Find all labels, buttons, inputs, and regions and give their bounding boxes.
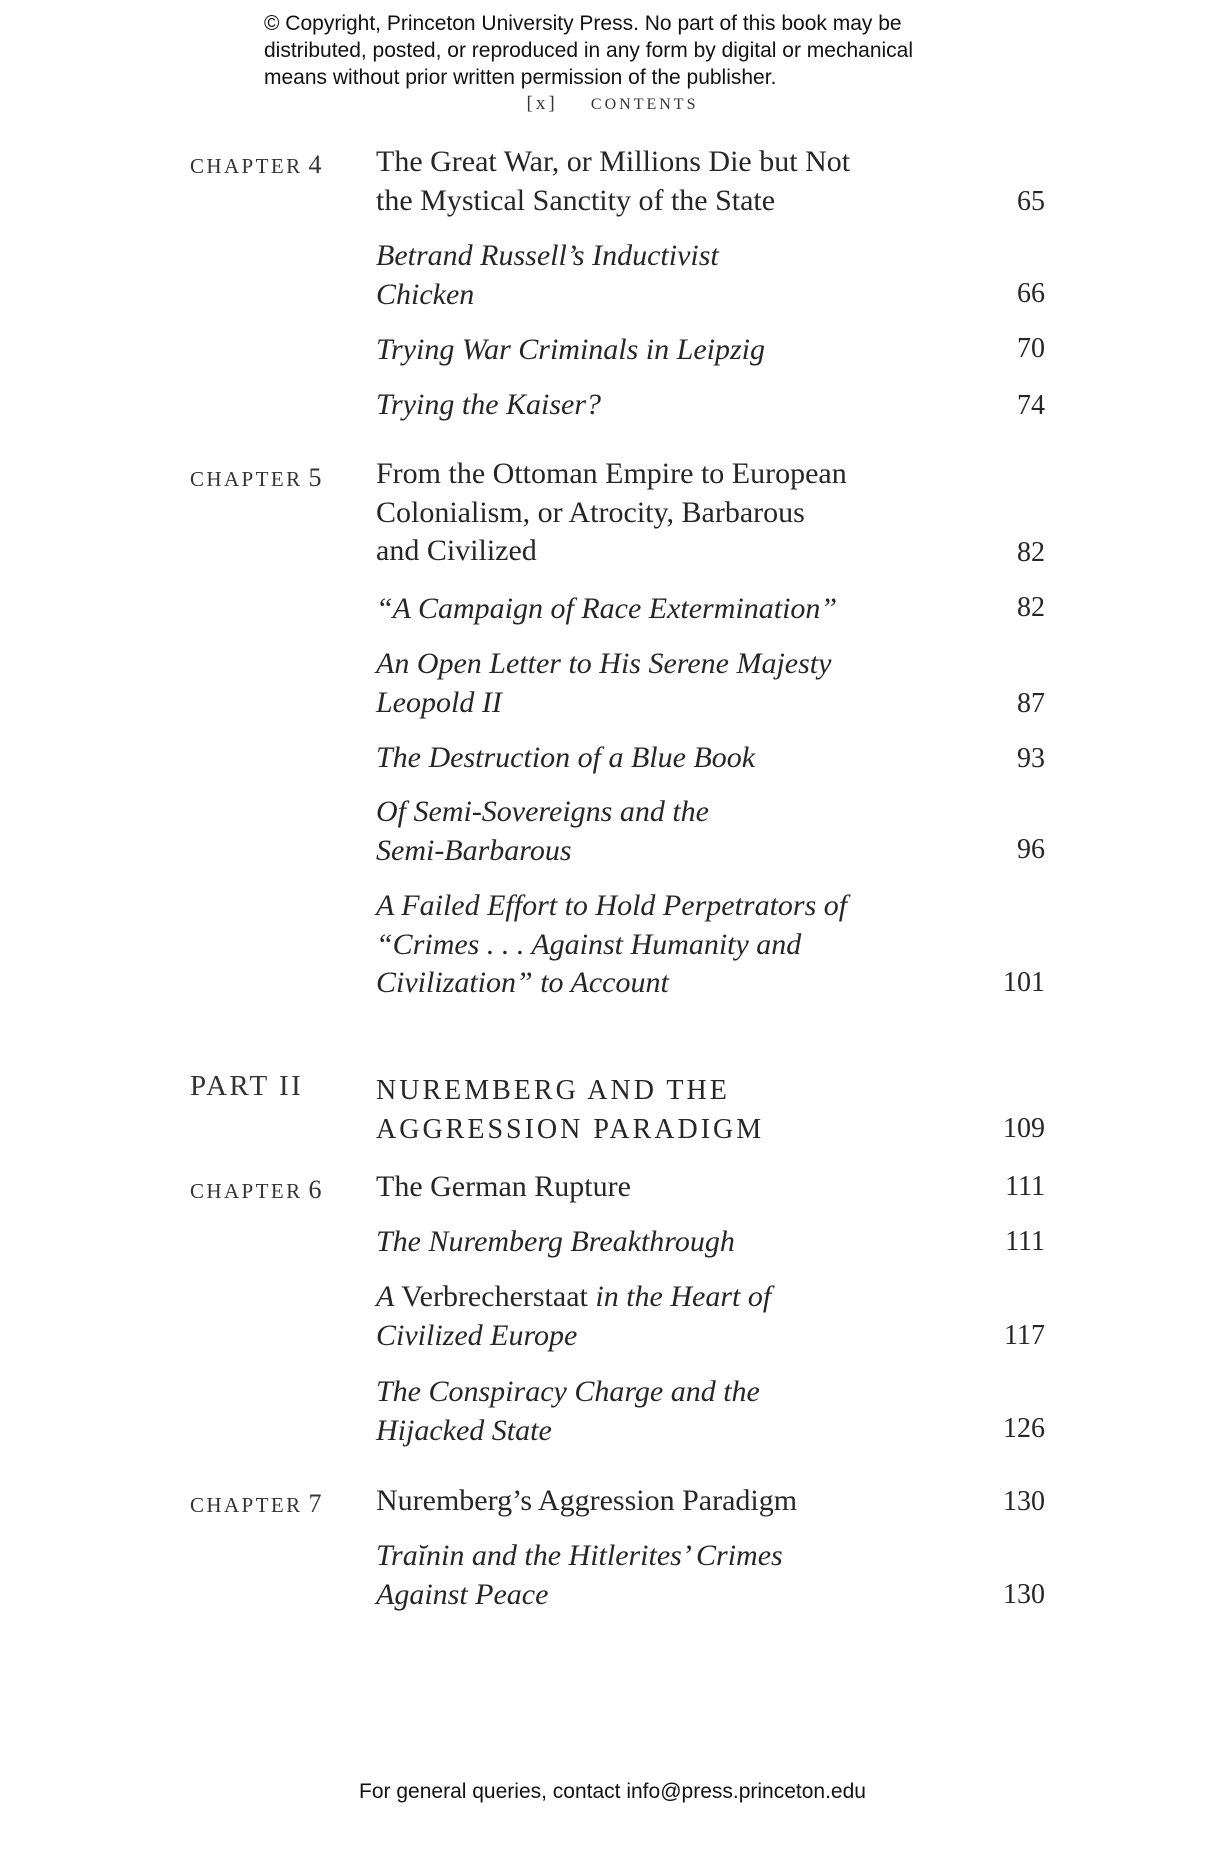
title-line: Colonialism, or Atrocity, Barbarous	[376, 495, 805, 529]
chapter-word: CHAPTER	[190, 1493, 303, 1517]
chapter-5-label	[190, 463, 321, 493]
section-page[interactable]: 74	[1017, 390, 1045, 421]
section-page[interactable]: 126	[1003, 1413, 1045, 1444]
title-line: Civilization” to Account	[376, 966, 669, 999]
chapter-number: 5	[308, 463, 322, 492]
copyright-line: distributed, posted, or reproduced in any form by digital or mechanical	[264, 39, 914, 62]
title-line: Hijacked State	[376, 1413, 552, 1447]
title-line: Nuremberg’s Aggression Paradigm	[376, 1484, 798, 1517]
section-page[interactable]: 117	[1004, 1320, 1045, 1351]
title-line: The Destruction of a Blue Book	[376, 741, 756, 774]
section-title[interactable]	[376, 386, 936, 425]
section-title[interactable]	[376, 1223, 936, 1262]
title-line	[376, 1278, 936, 1317]
chapter-number: 6	[308, 1175, 322, 1204]
title-line: Trying the Kaiser?	[376, 388, 602, 421]
section-page[interactable]: 87	[1017, 688, 1045, 719]
title-line: The German Rupture	[376, 1170, 631, 1203]
title-line: and Civilized	[376, 534, 537, 567]
section-title[interactable]	[376, 739, 936, 778]
title-line: “A Campaign of Race Extermination”	[376, 592, 838, 625]
title-line: Traĭnin and the Hitlerites’ Crimes	[376, 1539, 783, 1572]
title-line: Trying War Criminals in Leipzig	[376, 333, 765, 366]
title-line: Betrand Russell’s Inductivist	[376, 239, 719, 272]
title-line: From the Ottoman Empire to European	[376, 457, 847, 490]
title-line: “Crimes . . . Against Humanity and	[376, 927, 802, 961]
title-line: The Great War, or Millions Die but Not	[376, 145, 851, 178]
section-page[interactable]: 66	[1017, 278, 1045, 309]
section-title[interactable]	[376, 887, 936, 1003]
section-title[interactable]	[376, 1537, 936, 1614]
chapter-word: CHAPTER	[190, 1179, 303, 1203]
title-fragment: A	[376, 1280, 402, 1313]
section-page[interactable]: 82	[1017, 592, 1045, 623]
section-title[interactable]	[376, 1278, 936, 1355]
title-fragment: in the Heart of	[587, 1280, 772, 1313]
chapter-4-page[interactable]: 65	[1017, 186, 1045, 217]
section-page[interactable]: 101	[1003, 967, 1045, 998]
chapter-5-page[interactable]: 82	[1017, 537, 1045, 568]
title-line: Chicken	[376, 277, 475, 311]
chapter-7-label	[190, 1489, 321, 1519]
section-title[interactable]	[376, 1373, 936, 1450]
section-title[interactable]	[376, 793, 936, 870]
section-title[interactable]	[376, 331, 936, 370]
part-2-page[interactable]: 109	[1003, 1113, 1045, 1144]
title-line: Of Semi-Sovereigns and the	[376, 795, 709, 828]
section-title[interactable]	[376, 645, 936, 722]
chapter-4-label	[190, 150, 321, 180]
chapter-6-title[interactable]	[376, 1168, 936, 1207]
section-page[interactable]: 111	[1005, 1226, 1045, 1257]
chapter-number: 4	[308, 150, 322, 179]
title-line: Against Peace	[376, 1577, 549, 1611]
chapter-7-page[interactable]: 130	[1003, 1486, 1045, 1517]
section-title[interactable]	[376, 590, 936, 629]
chapter-6-page[interactable]: 111	[1005, 1171, 1045, 1202]
title-line: The Nuremberg Breakthrough	[376, 1225, 735, 1258]
footer-contact: For general queries, contact info@press.princeton.edu	[359, 1780, 866, 1803]
title-line: A Failed Effort to Hold Perpetrators of	[376, 889, 848, 922]
running-head-page: [x]	[526, 93, 558, 114]
copyright-line: means without prior written permission of the publisher.	[264, 66, 777, 89]
chapter-number: 7	[308, 1489, 322, 1518]
title-line: AGGRESSION PARADIGM	[376, 1113, 765, 1145]
section-page[interactable]: 93	[1017, 743, 1045, 774]
title-line: the Mystical Sanctity of the State	[376, 183, 776, 217]
title-line: Leopold II	[376, 685, 502, 719]
section-page[interactable]: 70	[1017, 333, 1045, 364]
chapter-word: CHAPTER	[190, 154, 303, 178]
section-title[interactable]	[376, 237, 936, 314]
title-line: The Conspiracy Charge and the	[376, 1375, 760, 1408]
title-line: Semi-Barbarous	[376, 833, 572, 867]
section-page[interactable]: 130	[1003, 1579, 1045, 1610]
title-fragment-roman: Verbrecherstaat	[401, 1280, 588, 1313]
section-page[interactable]: 96	[1017, 834, 1045, 865]
part-2-label: PART II	[190, 1070, 304, 1102]
running-head-label: CONTENTS	[590, 96, 699, 113]
chapter-6-label	[190, 1175, 321, 1205]
chapter-7-title[interactable]	[376, 1482, 936, 1521]
chapter-4-title[interactable]	[376, 143, 936, 220]
chapter-5-title[interactable]	[376, 455, 936, 571]
part-2-title[interactable]	[376, 1072, 936, 1149]
title-line: Civilized Europe	[376, 1318, 578, 1352]
copyright-line: © Copyright, Princeton University Press. No part of this book may be	[264, 12, 902, 35]
chapter-word: CHAPTER	[190, 467, 303, 491]
title-line: An Open Letter to His Serene Majesty	[376, 647, 832, 680]
title-line: NUREMBERG AND THE	[376, 1075, 730, 1106]
